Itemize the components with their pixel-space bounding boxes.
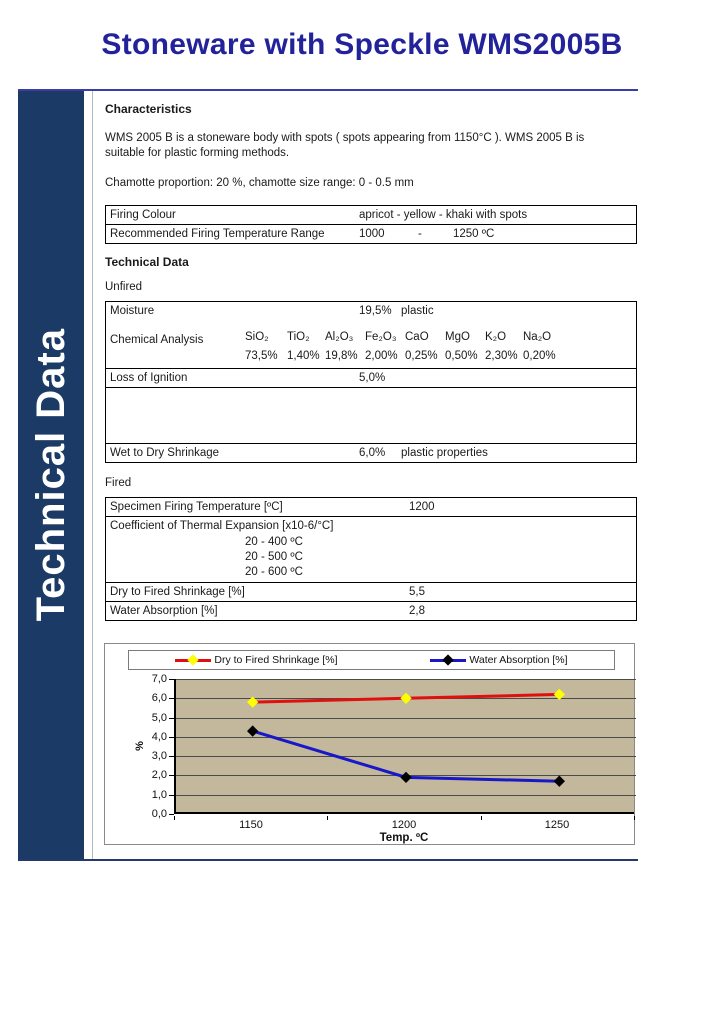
fired-label: Fired <box>105 476 132 489</box>
moisture-value: 19,5% <box>359 304 392 317</box>
firing-colour-label: Firing Colour <box>110 209 176 222</box>
dry-to-fired-shrinkage-label: Dry to Fired Shrinkage [%] <box>110 585 245 598</box>
moisture-note: plastic <box>401 304 434 317</box>
legend-marker-icon <box>188 654 199 665</box>
firing-range-max: 1250 ºC <box>453 228 495 241</box>
legend-line-sample-icon <box>430 656 466 665</box>
cte-range: 20 - 500 ºC <box>245 550 303 563</box>
wet-to-dry-shrinkage-label: Wet to Dry Shrinkage <box>110 446 220 459</box>
moisture-label: Moisture <box>110 304 155 317</box>
table-row <box>106 498 636 516</box>
series-marker <box>400 693 411 704</box>
x-tick-mark <box>481 816 482 820</box>
main-content <box>105 90 637 621</box>
oxide-name: SiO₂ <box>245 330 269 343</box>
oxide-name: Fe₂O₃ <box>365 330 397 343</box>
y-axis-title: % <box>133 741 146 751</box>
y-tick-mark <box>169 795 174 796</box>
dry-to-fired-shrinkage-value: 5,5 <box>409 585 425 598</box>
chart-series-svg <box>176 679 636 814</box>
x-tick-mark <box>327 816 328 820</box>
wet-to-dry-shrinkage-note: plastic properties <box>401 446 488 459</box>
x-tick-label: 1250 <box>544 819 570 831</box>
firing-range-separator: - <box>418 228 422 241</box>
empty-table-row <box>106 387 636 443</box>
oxide-value: 73,5% <box>245 349 278 362</box>
oxide-value: 0,50% <box>445 349 478 362</box>
x-tick-label: 1150 <box>239 819 263 831</box>
series-marker <box>400 772 411 783</box>
oxide-name: K₂O <box>485 330 507 343</box>
legend-label: Water Absorption [%] <box>469 654 568 666</box>
y-tick-mark <box>169 775 174 776</box>
table-row <box>106 206 636 224</box>
y-tick-label: 4,0 <box>151 731 167 743</box>
chemical-oxide-values <box>110 347 636 366</box>
sidebar-banner <box>18 91 84 859</box>
x-tick-mark <box>634 816 635 820</box>
unfired-table <box>105 301 637 463</box>
loss-of-ignition-value: 5,0% <box>359 371 386 384</box>
cte-range: 20 - 400 ºC <box>245 535 303 548</box>
oxide-value: 19,8% <box>325 349 358 362</box>
oxide-value: 2,00% <box>365 349 398 362</box>
chemical-analysis-label: Chemical Analysis <box>110 333 204 346</box>
y-tick-label: 2,0 <box>151 769 167 781</box>
cte-row <box>106 516 636 582</box>
legend-item <box>175 654 337 666</box>
x-tick-mark <box>174 816 175 820</box>
oxide-value: 0,20% <box>523 349 556 362</box>
oxide-name: MgO <box>445 330 470 343</box>
table-row <box>106 302 636 320</box>
table-row <box>106 601 636 620</box>
chemical-oxide-names <box>110 328 636 347</box>
y-tick-mark <box>169 756 174 757</box>
water-absorption-value: 2,8 <box>409 604 425 617</box>
technical-data-heading: Technical Data <box>105 255 189 270</box>
loss-of-ignition-label: Loss of Ignition <box>110 371 188 384</box>
y-tick-mark <box>169 814 174 815</box>
legend-line-sample-icon <box>175 656 211 665</box>
cte-label: Coefficient of Thermal Expansion [x10-6/°C] <box>110 519 334 532</box>
series-marker <box>554 776 565 787</box>
series-marker <box>247 696 258 707</box>
oxide-value: 1,40% <box>287 349 320 362</box>
fired-table <box>105 497 637 621</box>
sidebar-divider-line <box>92 91 93 859</box>
specimen-temperature-value: 1200 <box>409 500 435 513</box>
shrinkage-absorption-chart <box>104 643 635 845</box>
y-tick-label: 1,0 <box>151 789 167 801</box>
unfired-label: Unfired <box>105 281 143 293</box>
firing-colour-table <box>105 205 637 244</box>
y-tick-label: 5,0 <box>151 712 167 724</box>
table-row <box>106 224 636 243</box>
chart-legend <box>128 650 615 670</box>
legend-label: Dry to Fired Shrinkage [%] <box>214 654 338 666</box>
legend-marker-icon <box>443 654 454 665</box>
x-tick-label: 1200 <box>391 819 417 831</box>
oxide-value: 2,30% <box>485 349 518 362</box>
sidebar-label: Technical Data <box>28 328 73 622</box>
oxide-name: Na₂O <box>523 330 552 343</box>
chemical-analysis-row <box>106 320 636 368</box>
characteristics-heading: Characteristics <box>105 102 192 116</box>
chamotte-line: Chamotte proportion: 20 %, chamotte size range: 0 - 0.5 mm <box>105 177 414 190</box>
firing-colour-value: apricot - yellow - khaki with spots <box>359 209 528 222</box>
oxide-name: TiO₂ <box>287 330 310 343</box>
water-absorption-label: Water Absorption [%] <box>110 604 218 617</box>
table-row <box>106 582 636 601</box>
series-marker <box>554 689 565 700</box>
oxide-name: Al₂O₃ <box>325 330 354 343</box>
y-tick-mark <box>169 718 174 719</box>
table-row <box>106 443 636 462</box>
firing-range-label: Recommended Firing Temperature Range <box>110 228 325 241</box>
cte-range: 20 - 600 ºC <box>245 565 303 578</box>
cte-range-line <box>110 550 636 565</box>
chart-plot-area <box>174 679 634 814</box>
cte-range-line <box>110 535 636 550</box>
y-tick-mark <box>169 698 174 699</box>
y-tick-label: 6,0 <box>151 692 167 704</box>
characteristics-paragraph: WMS 2005 B is a stoneware body with spots ( spots appearing from 1150°C ). WMS 2005 B is suitable for plastic forming methods. <box>105 131 585 159</box>
series-marker <box>247 725 258 736</box>
y-tick-label: 3,0 <box>151 750 167 762</box>
y-tick-label: 0,0 <box>151 808 167 820</box>
firing-range-min: 1000 <box>359 228 385 241</box>
specimen-temperature-label: Specimen Firing Temperature [ºC] <box>110 500 283 513</box>
y-tick-label: 7,0 <box>151 673 167 685</box>
x-axis-title: Temp. ºC <box>379 832 429 844</box>
y-tick-mark <box>169 679 174 680</box>
oxide-value: 0,25% <box>405 349 438 362</box>
y-tick-mark <box>169 737 174 738</box>
page-title: Stoneware with Speckle WMS2005B <box>101 28 623 61</box>
bottom-divider <box>18 859 638 861</box>
cte-range-line <box>110 565 636 580</box>
oxide-name: CaO <box>405 330 429 343</box>
table-row <box>106 368 636 387</box>
legend-item <box>430 654 567 666</box>
wet-to-dry-shrinkage-value: 6,0% <box>359 446 386 459</box>
